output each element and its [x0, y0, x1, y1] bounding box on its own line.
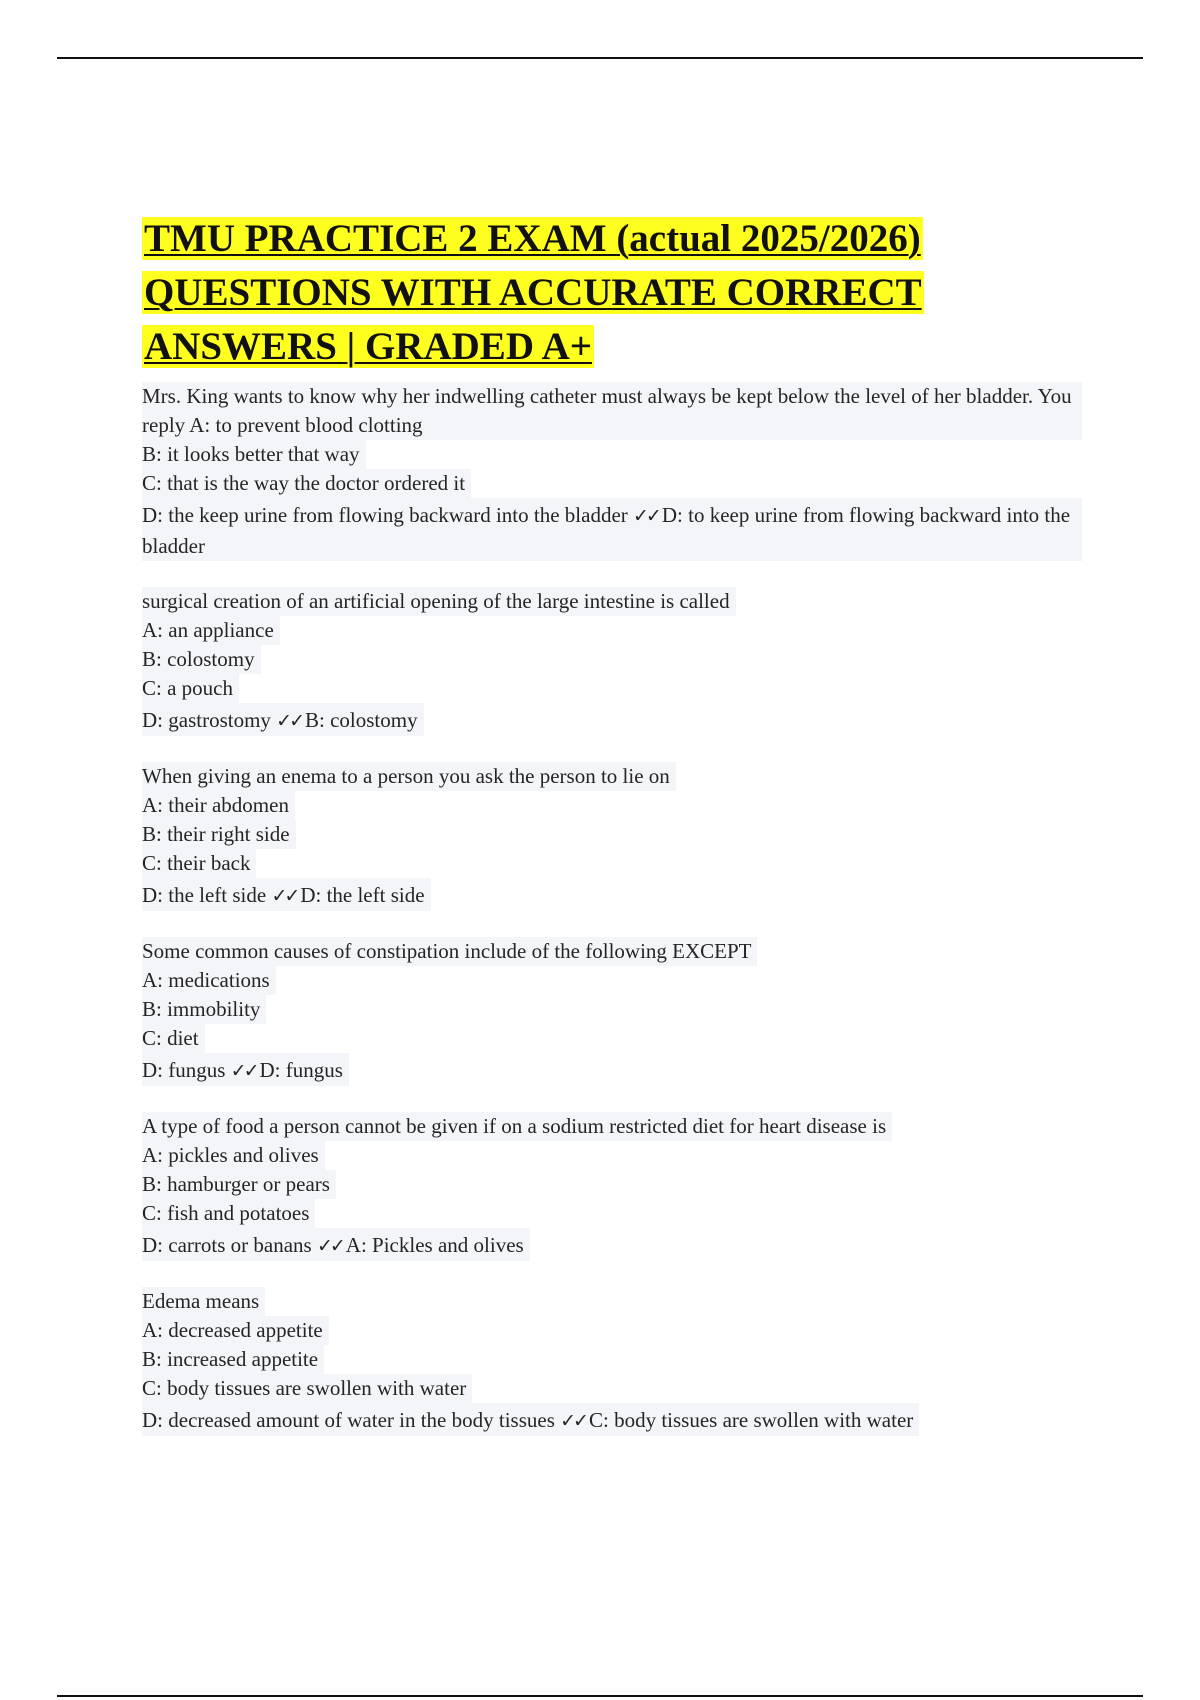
question-stem: When giving an enema to a person you ask the person to lie on — [142, 762, 676, 791]
question-stem: A type of food a person cannot be given if on a sodium restricted diet for heart disease is — [142, 1112, 892, 1141]
answer-line — [142, 498, 1082, 561]
answer-option: B: it looks better that way — [142, 440, 366, 469]
answer-option: A: their abdomen — [142, 791, 295, 820]
answer-option: B: colostomy — [142, 645, 261, 674]
double-check-icon: ✓✓ — [271, 885, 298, 907]
correct-answer: D: the left side — [300, 883, 425, 907]
answer-line — [142, 1403, 919, 1436]
correct-answer: B: colostomy — [305, 708, 418, 732]
answer-option: C: that is the way the doctor ordered it — [142, 469, 471, 498]
correct-answer: C: body tissues are swollen with water — [588, 1408, 914, 1432]
correct-answer: A: Pickles and olives — [345, 1233, 524, 1257]
last-option: D: fungus — [142, 1058, 226, 1082]
last-option: D: the keep urine from flowing backward into the bladder — [142, 503, 628, 527]
question-stem: Edema means — [142, 1287, 265, 1316]
answer-line — [142, 878, 431, 911]
last-option: D: gastrostomy — [142, 708, 271, 732]
document-title — [142, 212, 1082, 374]
answer-option: B: their right side — [142, 820, 296, 849]
question-block — [142, 937, 1082, 1086]
answer-option: C: fish and potatoes — [142, 1199, 315, 1228]
double-check-icon: ✓✓ — [633, 505, 659, 527]
answer-option: A: an appliance — [142, 616, 280, 645]
answer-option: C: a pouch — [142, 674, 239, 703]
double-check-icon: ✓✓ — [560, 1410, 586, 1432]
last-option: D: decreased amount of water in the body tissues — [142, 1408, 555, 1432]
answer-option: B: increased appetite — [142, 1345, 324, 1374]
question-block — [142, 1112, 1082, 1261]
last-option: D: carrots or banans — [142, 1233, 312, 1257]
footer-rule — [57, 1695, 1143, 1697]
question-block — [142, 382, 1082, 561]
question-stem: surgical creation of an artificial opening of the large intestine is called — [142, 587, 736, 616]
answer-option: A: medications — [142, 966, 276, 995]
question-stem: Some common causes of constipation include of the following EXCEPT — [142, 937, 757, 966]
question-block — [142, 762, 1082, 911]
answer-line — [142, 703, 424, 736]
answer-option: B: immobility — [142, 995, 266, 1024]
answer-line — [142, 1228, 530, 1261]
double-check-icon: ✓✓ — [276, 710, 303, 732]
answer-option: A: pickles and olives — [142, 1141, 325, 1170]
document-body — [142, 212, 1082, 1462]
double-check-icon: ✓✓ — [316, 1235, 343, 1257]
answer-option: C: body tissues are swollen with water — [142, 1374, 472, 1403]
correct-answer: D: to keep urine from flowing backward into the bladder — [142, 503, 1071, 558]
answer-line — [142, 1053, 349, 1086]
answer-option: A: decreased appetite — [142, 1316, 329, 1345]
title-highlight: TMU PRACTICE 2 EXAM (actual 2025/2026) QUESTIONS WITH ACCURATE CORRECT ANSWERS | GRADED A+ — [144, 217, 922, 368]
question-block — [142, 1287, 1082, 1436]
answer-option: C: diet — [142, 1024, 205, 1053]
question-list — [142, 382, 1082, 1436]
last-option: D: the left side — [142, 883, 267, 907]
double-check-icon: ✓✓ — [230, 1060, 257, 1082]
question-block — [142, 587, 1082, 736]
answer-option: C: their back — [142, 849, 256, 878]
question-stem: Mrs. King wants to know why her indwelling catheter must always be kept below the level of her bladder. You reply A: to prevent blood clotting — [142, 382, 1082, 440]
answer-option: B: hamburger or pears — [142, 1170, 336, 1199]
correct-answer: D: fungus — [259, 1058, 343, 1082]
header-rule — [57, 57, 1143, 59]
